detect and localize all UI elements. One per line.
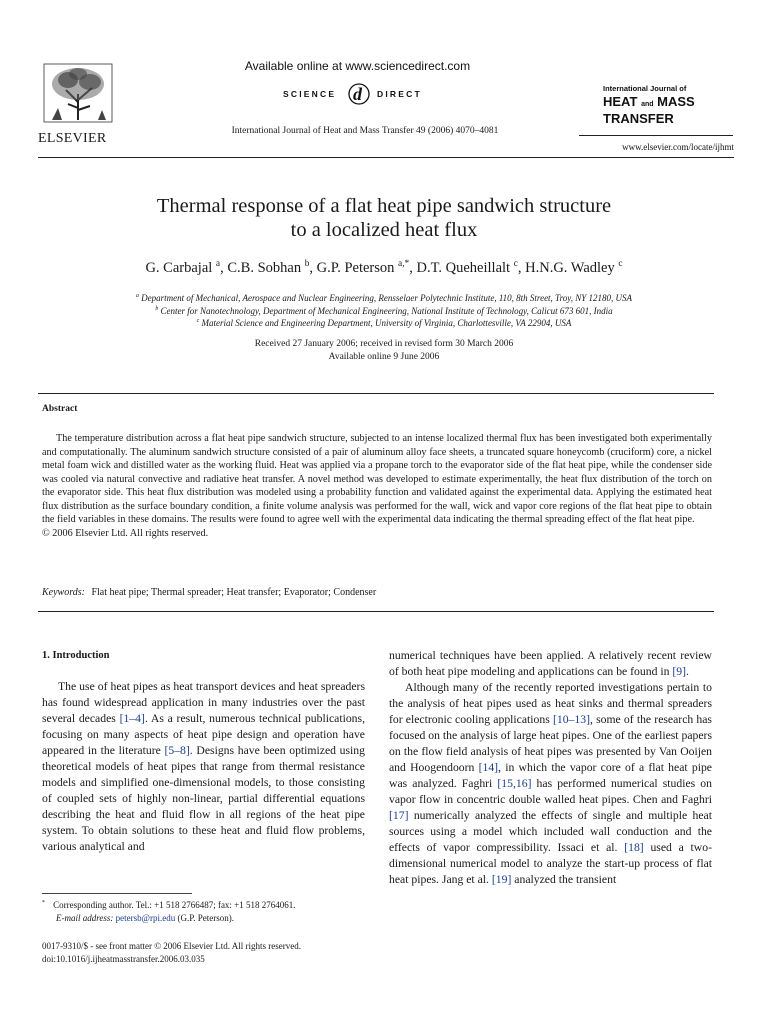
ref-link[interactable]: [1–4] xyxy=(119,712,145,725)
abstract-bottom-rule xyxy=(38,611,714,612)
ref-link[interactable]: [18] xyxy=(624,841,644,854)
intro-paragraph-1: The use of heat pipes as heat transport devices and heat spreaders has found widespread application in many industries over the past several decades [1–4]. As a result, numerous technical publications, focusing on many aspects of heat pipe design and operation have appeared in the literature [5–8]. Designs have been optimized using theoretical models of heat pipes that range from thermal resistance models and simplified one-dimensional models, to those consisting of coupled sets of highly non-linear, partial differential equations describing the heat and fluid flow in all regions of the heat pipe system. To obtain solutions to these heat and fluid flow problems, various analytical and xyxy=(42,680,365,853)
abstract-copyright: © 2006 Elsevier Ltd. All rights reserved. xyxy=(42,527,209,539)
author[interactable]: G. Carbajal $^a$ xyxy=(145,259,221,276)
author-list: G. Carbajal $^a$, C.B. Sobhan $^b$, G.P. Peterson $^{a,*}$, D.T. Queheillalt $^c$, H.N.G. Wadley $^c$ xyxy=(145,259,623,276)
intro-left-column xyxy=(42,679,365,855)
corresponding-author-note: * Corresponding author. Tel.: +1 518 2766487; fax: +1 518 2764061. xyxy=(42,900,296,910)
elsevier-wordmark: ELSEVIER xyxy=(38,131,107,146)
author[interactable]: H.N.G. Wadley $^c$ xyxy=(525,259,623,276)
online-date: Available online 9 June 2006 xyxy=(328,351,440,362)
svg-text:d: d xyxy=(353,84,365,104)
title-line-2: to a localized heat flux xyxy=(290,219,478,241)
keywords xyxy=(42,587,712,598)
received-date: Received 27 January 2006; received in revised form 30 March 2006 xyxy=(254,339,514,349)
author[interactable]: C.B. Sobhan $^b$ xyxy=(227,259,310,276)
journal-citation: International Journal of Heat and Mass Transfer 49 (2006) 4070–4081 xyxy=(231,126,499,136)
journal-logo-underline xyxy=(579,135,733,136)
article-dates xyxy=(100,338,668,363)
sciencedirect-d-icon xyxy=(345,79,373,107)
title-line-1: Thermal response of a flat heat pipe sandwich structure xyxy=(156,195,612,217)
journal-logo-line3: TRANSFER xyxy=(603,111,674,126)
affiliations xyxy=(40,292,728,330)
abstract-body: The temperature distribution across a flat heat pipe sandwich structure, subjected to an intense localized thermal flux has been investigated both experimentally and computationally. The aluminum sandwich structure consisted of a pair of aluminum alloy face sheets, a truncated square honeycomb (cruciform) core, a nickel metal foam wick and distilled water as the working fluid. Heat was applied via a propane torch to the evaporator side of the flat heat pipe, while the condenser side was cooled via natural convective and radiative heat transfer. A novel method was developed to estimate experimentally, the heat flux distribution of the torch on the evaporator side. This heat flux distribution was modeled using a probability function and validated against the experimental data. Applying the estimated heat flux distribution as the surface boundary condition, a finite volume analysis was performed for the wall, wick and vapor core regions of the flat heat pipe to obtain the field variables in these domains. The results were found to agree well with the experimental data indicating the thermal spreading effect of the flat heat pipe. © 2006 Elsevier Ltd. All rights reserved. xyxy=(42,433,712,539)
ref-link[interactable]: [5–8] xyxy=(164,744,190,757)
science-word: SCIENCE xyxy=(283,89,337,99)
email-note: E-mail address: petersb@rpi.edu (G.P. Peterson). xyxy=(56,912,234,923)
keywords-label: Keywords: xyxy=(42,587,85,598)
author[interactable]: D.T. Queheillalt $^c$ xyxy=(416,259,518,276)
keywords-text: Flat heat pipe; Thermal spreader; Heat transfer; Evaporator; Condenser xyxy=(91,587,377,598)
direct-word: DIRECT xyxy=(377,89,422,99)
footnote-rule xyxy=(42,893,192,894)
intro-paragraph-3: Although many of the recently reported investigations pertain to the analysis of heat pipes used as heat sinks and thermal spreaders for electronic cooling applications [10–13], some of the research has focused on the analysis of large heat pipes. One of the earliest papers on the flow field analysis of heat pipes was presented by Van Ooijen and Hoogendoorn [14], in which the vapor core of a flat heat pipe was analyzed. Faghri [15,16] has performed numerical studies on vapor flow in concentric double walled heat pipes. Chen and Faghri [17] numerically analyzed the effects of single and multiple heat sources using a model which included wall conduction and the effects of vapor compressibility. Issaci et al. [18] used a two-dimensional numerical model to analyze the start-up process of flat heat pipes. Jang et al. [19] analyzed the transient xyxy=(389,681,712,886)
ref-link[interactable]: [10–13] xyxy=(552,713,590,726)
intro-paragraph-2: numerical techniques have been applied. A relatively recent review of both heat pipe modeling and applications can be found in [9]. xyxy=(389,649,712,678)
affiliation-c: $^c$ Material Science and Engineering Department, University of Virginia, Charlottesville, VA 22904, USA xyxy=(196,318,572,328)
header-rule xyxy=(38,157,734,158)
journal-logo xyxy=(603,84,733,126)
doi-line[interactable]: doi:10.1016/j.ijheatmasstransfer.2006.03.035 xyxy=(42,954,205,964)
journal-logo-line1: International Journal of xyxy=(603,84,687,93)
affiliation-a: $^a$ Department of Mechanical, Aerospace and Nuclear Engineering, Rensselaer Polytechnic Institute, 110, 8th Street, Troy, NY 12180, USA xyxy=(135,293,632,303)
ref-link[interactable]: [15,16] xyxy=(497,777,532,790)
paper-title xyxy=(60,194,708,242)
footnote xyxy=(42,899,372,924)
available-online-text: Available online at www.sciencedirect.com xyxy=(244,59,471,73)
ref-link[interactable]: [14] xyxy=(478,761,499,774)
affiliation-b: $^b$ Center for Nanotechnology, Department of Mechanical Engineering, National Institute of Technology, Calicut 673 601, India xyxy=(155,305,613,316)
ref-link[interactable]: [19] xyxy=(491,873,512,886)
author[interactable]: G.P. Peterson $^{a,*}$ xyxy=(316,259,410,276)
abstract-top-rule xyxy=(38,393,714,394)
intro-heading: 1. Introduction xyxy=(42,650,110,661)
issn-line: 0017-9310/$ - see front matter © 2006 Elsevier Ltd. All rights reserved. xyxy=(42,941,302,951)
elsevier-logo xyxy=(38,60,118,144)
email-link[interactable]: petersb@rpi.edu xyxy=(115,912,176,923)
ref-link[interactable]: [17] xyxy=(389,809,409,822)
journal-url-link[interactable]: www.elsevier.com/locate/ijhmt xyxy=(622,142,734,152)
elsevier-tree-icon xyxy=(38,60,118,126)
abstract-heading: Abstract xyxy=(42,404,78,414)
intro-right-column xyxy=(389,648,712,888)
sciencedirect-logo xyxy=(265,79,465,107)
journal-logo-line2: HEAT and MASS xyxy=(603,94,695,109)
ref-link[interactable]: [9] xyxy=(672,665,686,678)
front-matter-info xyxy=(42,940,442,966)
